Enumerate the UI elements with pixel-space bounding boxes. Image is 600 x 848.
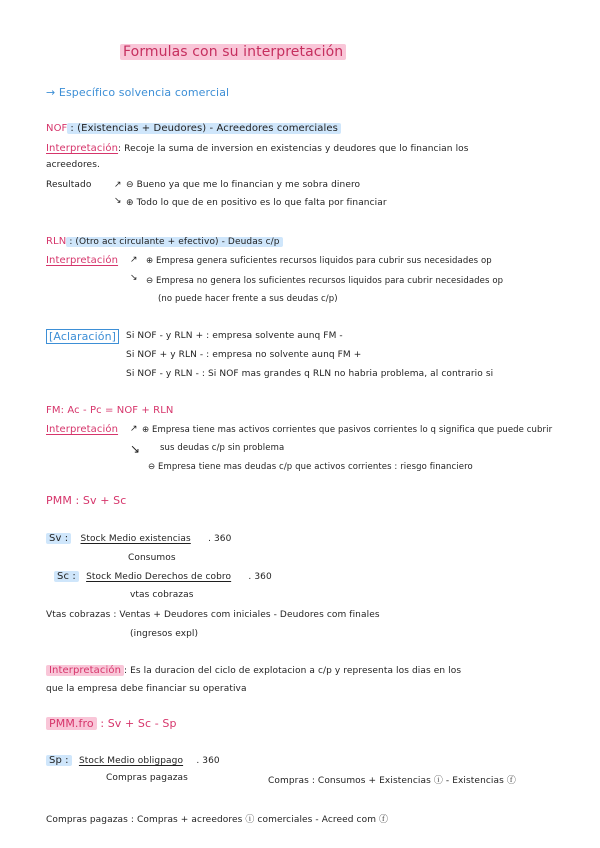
rln-neg: ⊖ Empresa no genera los suficientes recursos liquidos para cubrir necesidades op [146, 276, 504, 286]
sv-numerator: Stock Medio existencias [80, 534, 191, 544]
pmmfro-formula-text: : Sv + Sc - Sp [100, 717, 177, 730]
nof-result-label: Resultado [46, 180, 92, 190]
pmm-formula-text: : Sv + Sc [75, 494, 127, 507]
sp-formula [46, 755, 220, 766]
compras-pagadas-formula: Compras pagazas : Compras + acreedores ⓘ comerciales - Acreed com ⓕ [46, 815, 389, 825]
sp-numerator: Stock Medio obligpago [78, 756, 184, 766]
nof-result-neg: ⊖ Bueno ya que me lo financian y me sobra dinero [126, 180, 361, 190]
sp-label: Sp : [46, 755, 72, 766]
aclaracion-label: [Aclaración] [46, 329, 119, 344]
fm-arrow-up: ↗ [130, 424, 138, 434]
pmmfro-label: PMM.fro [46, 717, 97, 730]
rln-arrow-down: ↘ [130, 273, 138, 283]
sc-numerator: Stock Medio Derechos de cobro [86, 572, 232, 582]
nof-result-pos: ⊕ Todo lo que de en positivo es lo que falta por financiar [126, 198, 387, 208]
fm-interpretation [46, 424, 118, 435]
sc-denominator: vtas cobrazas [130, 590, 194, 600]
pmm-interp-text2: que la empresa debe financiar su operativa [46, 684, 247, 694]
sv-denominator: Consumos [128, 553, 176, 563]
pmm-interpretation [46, 665, 461, 676]
sc-label: Sc : [54, 571, 79, 582]
sv-multiplier: . 360 [208, 534, 232, 544]
rln-formula-text: : (Otro act circulante + efectivo) - Deudas c/p [66, 237, 282, 247]
sc-formula [54, 571, 272, 582]
rln-interp-label: Interpretación [46, 255, 119, 266]
pmm-interp-label: Interpretación [46, 665, 124, 676]
nof-interpretation [46, 143, 469, 154]
fm-arrow-down: ↘ [130, 442, 141, 456]
nof-interp-text: : Recoje la suma de inversion en existencias y deudores que lo financian los [118, 144, 469, 154]
page-title: Formulas con su interpretación [120, 44, 346, 60]
sc-multiplier: . 360 [248, 572, 272, 582]
sv-formula [46, 533, 231, 544]
rln-formula [46, 236, 283, 247]
rln-arrow-up: ↗ [130, 255, 138, 265]
pmm-label: PMM [46, 494, 72, 507]
fm-label: FM [46, 405, 61, 416]
fm-interp-label: Interpretación [46, 424, 119, 435]
nof-interp-text2: acreedores. [46, 160, 100, 170]
section-subtitle: → Específico solvencia comercial [46, 86, 230, 99]
fm-pos2: sus deudas c/p sin problema [160, 443, 285, 453]
rln-label: RLN [46, 236, 67, 247]
nof-formula [46, 123, 341, 134]
pmm-interp-text: : Es la duracion del ciclo de explotacion a c/p y representa los dias en los [124, 666, 462, 676]
nof-interp-label: Interpretación [46, 143, 119, 154]
nof-formula-text: : (Existencias + Deudores) - Acreedores comerciales [67, 123, 341, 134]
aclaracion-line2: Si NOF + y RLN - : empresa no solvente aunq FM + [126, 350, 362, 360]
sv-label: Sv : [46, 533, 71, 544]
rln-interpretation [46, 255, 118, 266]
fm-formula-text: : Ac - Pc = NOF + RLN [60, 405, 174, 416]
fm-pos: ⊕ Empresa tiene mas activos corrientes que pasivos corrientes lo q significa que puede cubrir [142, 425, 553, 435]
sp-multiplier: . 360 [196, 756, 220, 766]
vtas-line1: Vtas cobrazas : Ventas + Deudores com iniciales - Deudores com finales [46, 610, 380, 620]
nof-arrow-down: ↘ [114, 196, 122, 206]
rln-neg2: (no puede hacer frente a sus deudas c/p) [158, 294, 338, 304]
pmmfro-formula [46, 717, 177, 730]
sp-denominator: Compras pagazas [106, 773, 188, 783]
aclaracion-line1: Si NOF - y RLN + : empresa solvente aunq FM - [126, 331, 343, 341]
nof-arrow-up: ↗ [114, 180, 122, 190]
compras-formula: Compras : Consumos + Existencias ⓘ - Existencias ⓕ [268, 776, 516, 786]
pmm-formula [46, 494, 126, 507]
vtas-line2: (ingresos expl) [130, 629, 199, 639]
fm-formula [46, 405, 173, 416]
nof-label: NOF [46, 123, 68, 134]
fm-neg: ⊖ Empresa tiene mas deudas c/p que activos corrientes : riesgo financiero [148, 462, 473, 472]
aclaracion-line3: Si NOF - y RLN - : Si NOF mas grandes q RLN no habria problema, al contrario si [126, 369, 494, 379]
rln-pos: ⊕ Empresa genera suficientes recursos liquidos para cubrir sus necesidades op [146, 256, 492, 266]
